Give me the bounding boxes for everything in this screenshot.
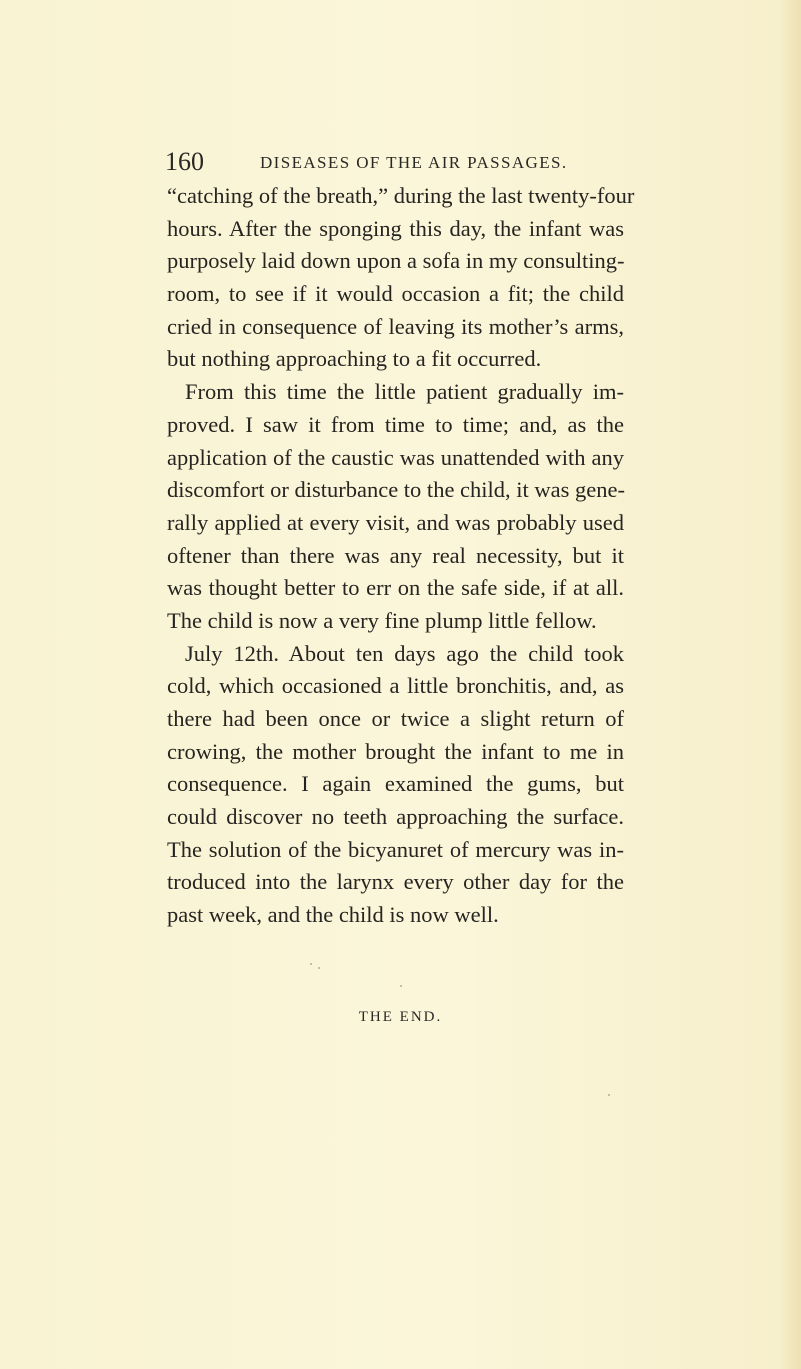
page-edge-shadow: [779, 0, 801, 1369]
text-line: could discover no teeth approaching the surface.: [167, 804, 624, 830]
text-line: there had been once or twice a slight return of: [167, 706, 624, 731]
text-line: past week, and the child is now well.: [167, 902, 499, 928]
text-line: room, to see if it would occasion a fit; the child: [167, 281, 624, 307]
text-line: crowing, the mother brought the infant to me in: [167, 738, 624, 764]
text-line: purposely laid down upon a sofa in my consulting-: [167, 248, 625, 274]
running-head: [165, 147, 625, 179]
text-line: The child is now a very fine plump little fellow.: [167, 607, 597, 633]
text-line: oftener than there was any real necessity, but it: [167, 542, 624, 568]
running-title: DISEASES OF THE AIR PASSAGES.: [260, 153, 568, 172]
text-line: From this time the little patient gradually im-: [185, 379, 624, 405]
text-line: “catching of the breath,” during the last twenty-four: [167, 183, 635, 208]
text-line: but nothing approaching to a fit occurred.: [167, 346, 542, 372]
paper-speck: [318, 967, 320, 969]
text-line: cold, which occasioned a little bronchitis, and, as: [167, 673, 624, 699]
text-line: discomfort or disturbance to the child, it was gene-: [167, 477, 625, 503]
paper-speck: [400, 985, 402, 987]
text-line: application of the caustic was unattended with any: [167, 444, 624, 470]
text-line: was thought better to err on the safe side, if at all.: [167, 575, 624, 601]
text-line: hours. After the sponging this day, the infant was: [167, 215, 624, 241]
the-end-label: THE END.: [358, 1009, 443, 1025]
text-line: The solution of the bicyanuret of mercury was in-: [167, 836, 624, 862]
body-text: [167, 180, 635, 932]
text-line: July 12th. About ten days ago the child took: [185, 640, 624, 666]
text-line: consequence. I again examined the gums, but: [167, 771, 624, 797]
text-line: cried in consequence of leaving its mother’s arms,: [167, 313, 624, 339]
text-line: proved. I saw it from time to time; and, as the: [167, 411, 624, 437]
text-line: rally applied at every visit, and was probably used: [167, 509, 624, 535]
paper-speck: [608, 1094, 610, 1096]
text-line: troduced into the larynx every other day for the: [167, 869, 624, 895]
paper-speck: [310, 963, 312, 965]
page-number: 160: [165, 147, 204, 176]
